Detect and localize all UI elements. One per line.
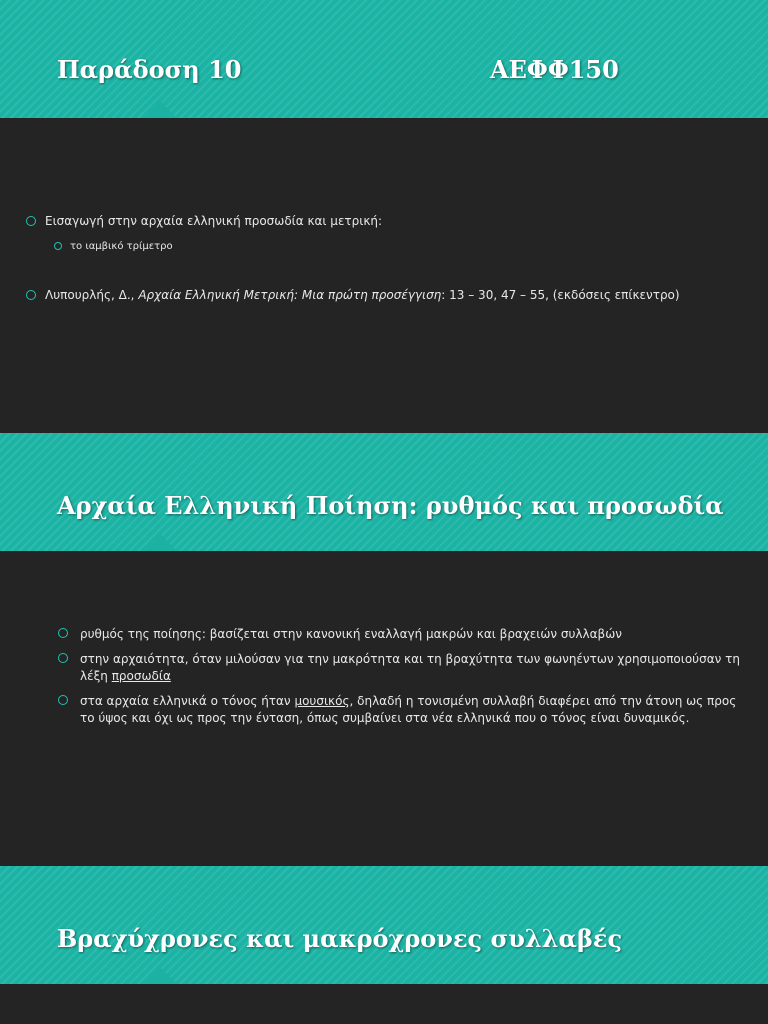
reference-author: Λυπουρλής, Δ., bbox=[45, 288, 139, 302]
slide-1-header bbox=[0, 0, 768, 118]
bullet-icon bbox=[26, 290, 36, 300]
bullet-icon bbox=[58, 628, 68, 638]
slide-1-bullet-reference bbox=[45, 286, 680, 304]
slide-3-title: Βραχύχρονες και μακρόχρονες συλλαβές bbox=[57, 924, 623, 953]
slide-2-title: Αρχαία Ελληνική Ποίηση: ρυθμός και προσωδία bbox=[57, 491, 724, 520]
bullet-icon bbox=[58, 695, 68, 705]
slide-2 bbox=[0, 433, 768, 866]
slide-1 bbox=[0, 0, 768, 433]
slide-2-bullet-3-line-1 bbox=[80, 692, 736, 710]
underlined-term-prosodia: προσωδία bbox=[111, 669, 171, 683]
text-suffix: , δηλαδή η τονισμένη συλλαβή διαφέρει από την άτονη ως προς bbox=[349, 694, 737, 708]
slide-3-header bbox=[0, 866, 768, 984]
slide-2-body bbox=[0, 551, 768, 866]
sub-bullet-icon bbox=[54, 242, 62, 250]
slide-2-bullet-2-line-1: στην αρχαιότητα, όταν μιλούσαν για την μακρότητα και τη βραχύτητα των φωνηέντων χρησιμοποιούσαν τη bbox=[80, 652, 740, 666]
slide-2-bullet-1: ρυθμός της ποίησης: βασίζεται στην κανονική εναλλαγή μακρών και βραχειών συλλαβών bbox=[80, 627, 622, 641]
bullet-icon bbox=[58, 653, 68, 663]
text-prefix: λέξη bbox=[80, 669, 112, 683]
slide-2-bullet-3-line-2: το ύψος και όχι ως προς την ένταση, όπως συμβαίνει στα νέα ελληνικά που ο τόνος είναι δυναμικός. bbox=[80, 711, 690, 725]
text-prefix: στα αρχαία ελληνικά ο τόνος ήταν bbox=[80, 694, 295, 708]
slide-1-title-right: ΑΕΦΦ150 bbox=[490, 55, 619, 84]
slide-1-sub-bullet-1: το ιαμβικό τρίμετρο bbox=[70, 241, 173, 252]
slide-3 bbox=[0, 866, 768, 1024]
slide-3-body bbox=[0, 984, 768, 1024]
slide-2-header bbox=[0, 433, 768, 551]
reference-work-title: Αρχαία Ελληνική Μετρική: Μια πρώτη προσέγγιση bbox=[138, 288, 442, 302]
underlined-term-mousikos: μουσικός bbox=[294, 694, 350, 708]
slide-1-body bbox=[0, 118, 768, 433]
reference-pages: : 13 – 30, 47 – 55, (εκδόσεις επίκεντρο) bbox=[441, 288, 680, 302]
slide-2-bullet-2-line-2 bbox=[80, 667, 171, 685]
bullet-icon bbox=[26, 216, 36, 226]
slide-1-bullet-1: Εισαγωγή στην αρχαία ελληνική προσωδία και μετρική: bbox=[45, 214, 383, 228]
slide-1-title-left: Παράδοση 10 bbox=[57, 55, 242, 84]
